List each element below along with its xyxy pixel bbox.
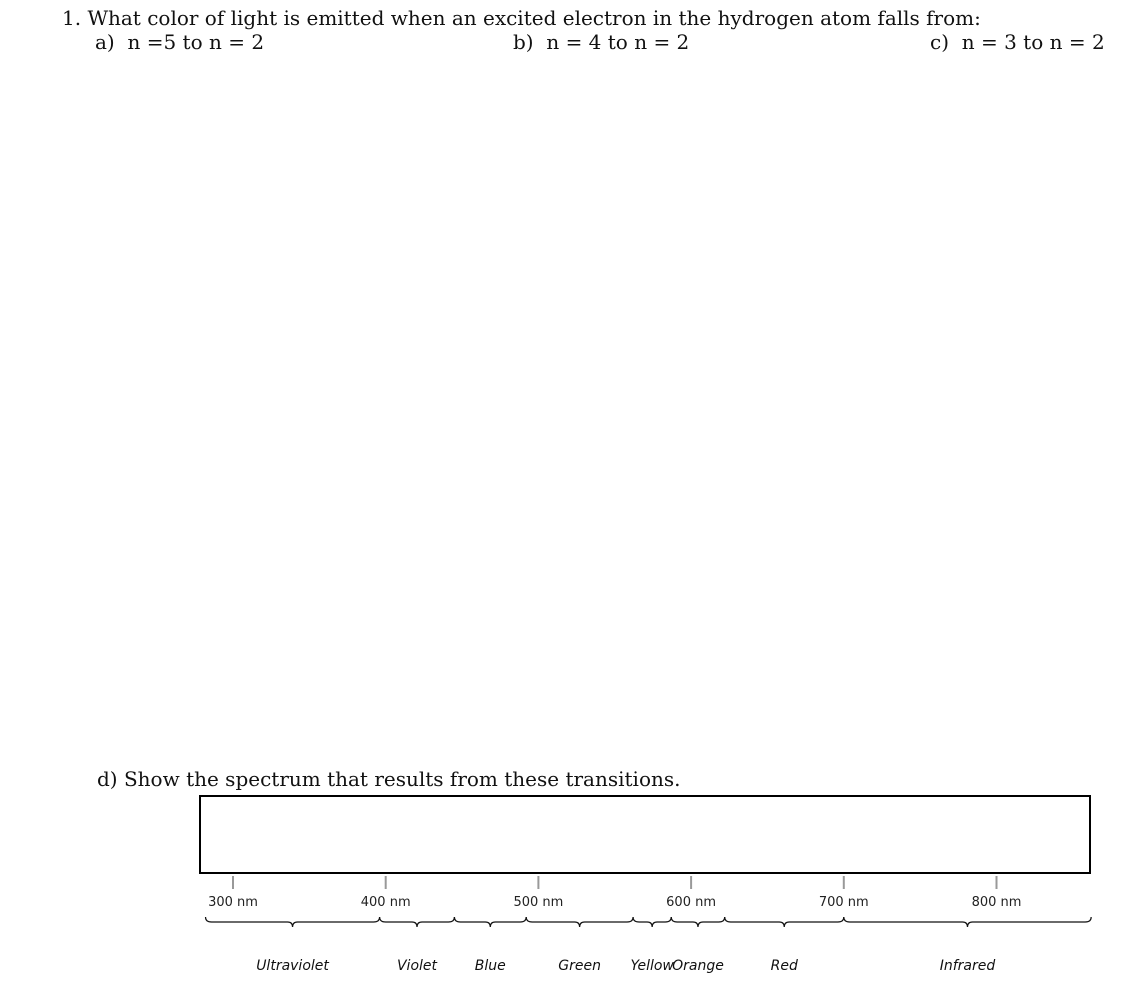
- tick-label: 800 nm: [971, 895, 1022, 910]
- band-label: Violet: [396, 958, 438, 974]
- tick-label: 400 nm: [360, 895, 411, 910]
- tick-label: 500 nm: [513, 895, 564, 910]
- band-label: Infrared: [939, 958, 996, 974]
- band-label: Blue: [474, 958, 506, 974]
- band-brace: [725, 917, 844, 927]
- band-label: Red: [770, 958, 798, 974]
- band-brace: [844, 917, 1091, 927]
- part-c-text: n = 3 to n = 2: [961, 30, 1105, 54]
- band-brace: [526, 917, 633, 927]
- band-label: Orange: [672, 958, 724, 974]
- tick-label: 300 nm: [208, 895, 258, 910]
- band-label: Yellow: [630, 958, 674, 974]
- band-brace: [633, 917, 671, 927]
- part-c-letter: c): [930, 30, 950, 54]
- part-a-letter: a): [95, 30, 115, 54]
- band-label: Ultraviolet: [256, 958, 329, 974]
- band-brace: [671, 917, 724, 927]
- tick-label: 700 nm: [818, 895, 869, 910]
- band-brace: [380, 917, 455, 927]
- part-b-letter: b): [513, 30, 534, 54]
- tick-label: 600 nm: [666, 895, 717, 910]
- part-a-text: n =5 to n = 2: [127, 30, 265, 54]
- band-brace: [454, 917, 526, 927]
- part-d-prompt: d) Show the spectrum that results from these transitions.: [97, 767, 681, 791]
- band-brace: [206, 917, 380, 927]
- question-prompt: 1. What color of light is emitted when an excited electron in the hydrogen atom falls from:: [62, 6, 981, 30]
- band-label: Green: [558, 958, 601, 974]
- part-b-text: n = 4 to n = 2: [546, 30, 690, 54]
